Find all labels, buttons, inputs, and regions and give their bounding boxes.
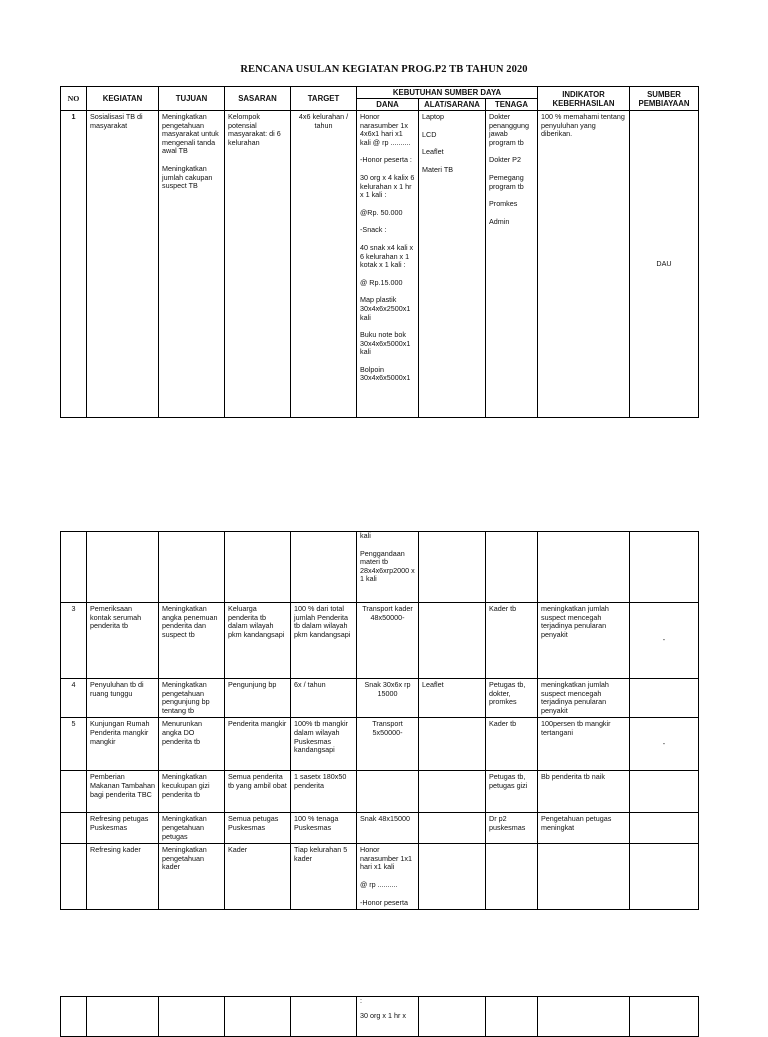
cell-dana: Snak 30x6x rp 15000 [357,679,419,718]
cell-text: 30 org x 1 hr x [360,1010,406,1020]
cell-text: Dokter penanggung jawab program tb [489,112,529,147]
cell-no [61,532,87,603]
cell-no [61,997,87,1037]
cell-alat [419,997,486,1037]
cell-text: Leaflet [422,147,444,157]
cell-text: kali [360,531,371,540]
header-alat: ALAT/SARANA [419,99,486,111]
cell-text: Pemegang program tb [489,172,524,191]
cell-alat [419,844,486,910]
cell-tujuan [159,532,225,603]
cell-text: Bolpoin 30x4x6x5000x1 [360,364,411,383]
cell-no: 3 [61,603,87,679]
cell-tenaga [486,997,538,1037]
header-target: TARGET [291,87,357,111]
cell-text: Dokter P2 [489,155,521,165]
cell-indikator: Bb penderita tb naik [538,771,630,813]
cell-sasaran: Penderita mangkir [225,718,291,771]
header-tenaga: TENAGA [486,99,538,111]
cell-tenaga: Kader tb [486,603,538,679]
activity-table-page3 [60,996,699,1037]
cell-indikator [538,997,630,1037]
table-row [61,532,699,603]
cell-tujuan: Meningkatkan angka penemuan penderita dan suspect tb [159,603,225,679]
cell-tujuan: Meningkatkan pengetahuan petugas [159,813,225,844]
cell-tenaga [486,844,538,910]
header-sumber: SUMBER PEMBIAYAAN [630,87,699,111]
cell-kegiatan [87,532,159,603]
cell-text: LCD [422,129,437,139]
cell-target: 4x6 kelurahan / tahun [291,111,357,418]
cell-dana [357,532,419,603]
cell-tenaga: Kader tb [486,718,538,771]
cell-alat [419,532,486,603]
cell-kegiatan: Pemeriksaan kontak serumah penderita tb [87,603,159,679]
cell-indikator: Pengetahuan petugas meningkat [538,813,630,844]
cell-tenaga [486,111,538,418]
cell-no [61,844,87,910]
cell-text: Penggandaan materi tb 28x4x6xrp2000 x 1 kali [360,548,415,584]
cell-kegiatan [87,997,159,1037]
cell-alat [419,813,486,844]
cell-text: Materi TB [422,164,454,174]
cell-target: 100 % tenaga Puskesmas [291,813,357,844]
cell-text: Admin [489,216,510,226]
cell-dana [357,844,419,910]
header-dana: DANA [357,99,419,111]
table-row [61,111,699,418]
cell-target: 1 sasetx 180x50 penderita [291,771,357,813]
cell-sumber [630,532,699,603]
activity-table-page1 [60,86,699,418]
cell-text: Laptop [422,112,444,121]
header-sasaran: SASARAN [225,87,291,111]
cell-tenaga: Petugas tb, dokter, promkes [486,679,538,718]
header-kegiatan: KEGIATAN [87,87,159,111]
header-indikator: INDIKATOR KEBERHASILAN [538,87,630,111]
cell-text: -Honor peserta : [360,155,412,165]
table-row [61,844,699,910]
cell-tujuan [159,111,225,418]
cell-no [61,813,87,844]
cell-kegiatan: Pemberian Makanan Tambahan bagi penderita TBC [87,771,159,813]
cell-target: 100% tb mangkir dalam wilayah Puskesmas kandangsapi [291,718,357,771]
cell-text: @ rp .......... [360,879,398,889]
cell-sumber: - [630,718,699,771]
cell-alat [419,771,486,813]
cell-text: -Honor peserta [360,897,408,907]
cell-text: Map plastik 30x4x6x2500x1 kali [360,295,411,322]
cell-tenaga: Dr p2 puskesmas [486,813,538,844]
cell-sasaran: Keluarga penderita tb dalam wilayah pkm kandangsapi [225,603,291,679]
cell-alat [419,603,486,679]
cell-tujuan: Meningkatkan pengetahuan pengunjung bp tentang tb [159,679,225,718]
cell-target [291,997,357,1037]
header-kebutuhan: KEBUTUHAN SUMBER DAYA [357,87,538,99]
cell-dana: Snak 48x15000 [357,813,419,844]
cell-tenaga [486,532,538,603]
cell-indikator [538,532,630,603]
cell-sasaran: Pengunjung bp [225,679,291,718]
cell-target [291,532,357,603]
cell-kegiatan: Penyuluhan tb di ruang tunggu [87,679,159,718]
cell-dana [357,111,419,418]
cell-dana: Transport kader 48x50000- [357,603,419,679]
cell-text: @ Rp.15.000 [360,277,403,287]
table-row [61,813,699,844]
cell-sasaran [225,997,291,1037]
cell-text: : [360,996,362,1005]
cell-sasaran: Semua penderita tb yang ambil obat [225,771,291,813]
cell-text: @Rp. 50.000 [360,207,403,217]
cell-tujuan [159,997,225,1037]
cell-no: 1 [61,111,87,418]
cell-indikator: meningkatkan jumlah suspect mencegah terjadinya penularan penyakit [538,679,630,718]
document-title: RENCANA USULAN KEGIATAN PROG.P2 TB TAHUN 2020 [240,64,528,75]
cell-sumber [630,997,699,1037]
header-no: NO [61,87,87,111]
table-row [61,679,699,718]
cell-text: Meningkatkan jumlah cakupan suspect TB [162,163,213,191]
cell-target: 100 % dari total jumlah Penderita tb dalam wilayah pkm kandangsapi [291,603,357,679]
cell-indikator: meningkatkan jumlah suspect mencegah terjadinya penularan penyakit [538,603,630,679]
cell-text: 30 org x 4 kalix 6 kelurahan x 1 hr x 1 kali : [360,172,415,200]
cell-kegiatan: Kunjungan Rumah Penderita mangkir mangkir [87,718,159,771]
cell-kegiatan: Sosialisasi TB di masyarakat [87,111,159,418]
table-row [61,997,699,1037]
cell-indikator: 100 % memahami tentang penyuluhan yang diberikan. [538,111,630,418]
cell-sumber: DAU [630,111,699,418]
cell-text: 40 snak x4 kali x 6 kelurahan x 1 kotak x 1 kali : [360,242,414,270]
cell-indikator [538,844,630,910]
cell-tujuan: Meningkatkan pengetahuan kader [159,844,225,910]
table-row [61,771,699,813]
table-row [61,603,699,679]
cell-text: Honor narasumber 1x1 hari x1 kali [360,845,412,872]
cell-sasaran [225,532,291,603]
cell-dana [357,771,419,813]
cell-dana [357,997,419,1037]
cell-kegiatan: Refresing petugas Puskesmas [87,813,159,844]
cell-sumber: - [630,603,699,679]
cell-alat [419,111,486,418]
cell-sasaran: Kader [225,844,291,910]
cell-kegiatan: Refresing kader [87,844,159,910]
cell-tenaga: Petugas tb, petugas gizi [486,771,538,813]
cell-text: Meningkatkan pengetahuan masyarakat untuk mengenali tanda awal TB [162,112,219,156]
cell-no: 5 [61,718,87,771]
cell-text: Buku note bok 30x4x6x5000x1 kali [360,330,411,357]
cell-dana: Transport 5x50000- [357,718,419,771]
cell-alat: Leaflet [419,679,486,718]
cell-sumber [630,679,699,718]
cell-target: Tiap kelurahan 5 kader [291,844,357,910]
cell-indikator: 100persen tb mangkir tertangani [538,718,630,771]
cell-sumber [630,813,699,844]
cell-text: Honor narasumber 1x 4x6x1 hari x1 kali @ rp .......... [360,112,411,147]
header-tujuan: TUJUAN [159,87,225,111]
cell-text: -Snack : [360,225,387,235]
cell-sumber [630,771,699,813]
activity-table-page2 [60,531,699,910]
cell-text: Promkes [489,199,518,209]
cell-alat [419,718,486,771]
cell-sasaran: Kelompok potensial masyarakat: di 6 kelurahan [225,111,291,418]
cell-target: 6x / tahun [291,679,357,718]
cell-no: 4 [61,679,87,718]
cell-sumber [630,844,699,910]
cell-tujuan: Menurunkan angka DO penderita tb [159,718,225,771]
table-row [61,718,699,771]
cell-no [61,771,87,813]
cell-tujuan: Meningkatkan kecukupan gizi penderita tb [159,771,225,813]
cell-sasaran: Semua petugas Puskesmas [225,813,291,844]
